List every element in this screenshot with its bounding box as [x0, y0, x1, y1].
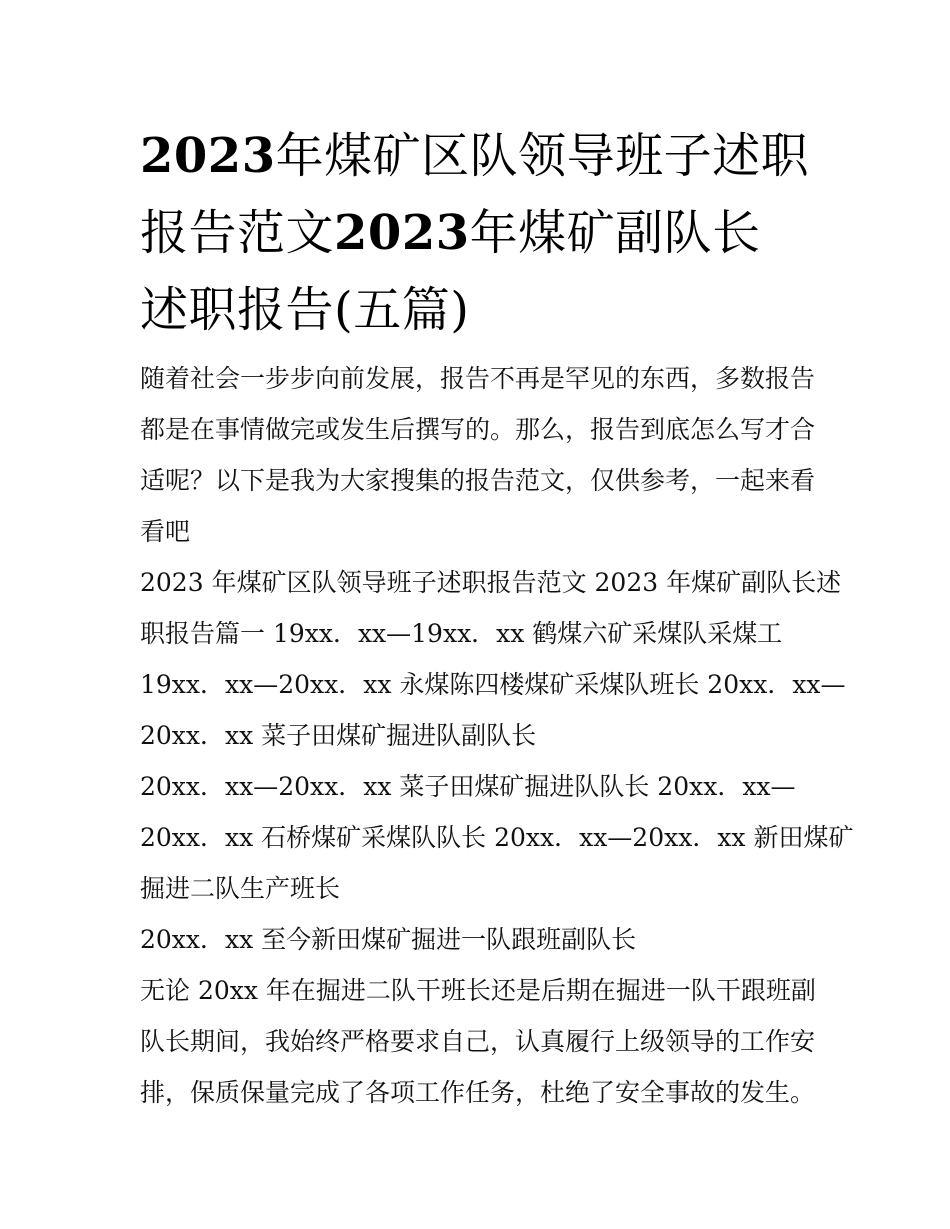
body-line: 队长期间，我始终严格要求自己，认真履行上级领导的工作安 [140, 1027, 816, 1056]
body-line: 职报告篇一 19xx．xx—19xx．xx 鹤煤六矿采煤队采煤工 [140, 619, 783, 648]
body-line: 19xx．xx—20xx．xx 永煤陈四楼煤矿采煤队班长 20xx．xx— [140, 670, 846, 699]
body-line: 适呢？以下是我为大家搜集的报告范文，仅供参考，一起来看 [140, 466, 816, 495]
title-text-3: 年煤矿副队长 [469, 205, 761, 261]
body-line: 20xx．xx 至今新田煤矿掘进一队跟班副队长 [140, 925, 637, 954]
body-line: 看吧 [140, 517, 191, 546]
title-year-2: 2023 [334, 205, 470, 261]
title-text-1: 年煤矿区队领导班子述职 [275, 128, 810, 184]
body-line: 20xx．xx—20xx．xx 菜子田煤矿掘进队队长 20xx．xx— [140, 772, 796, 801]
body-line: 掘进二队生产班长 [140, 874, 341, 903]
title-text-2: 报告范文 [140, 205, 335, 261]
body-line: 20xx．xx 菜子田煤矿掘进队副队长 [140, 721, 537, 750]
body-line: 20xx．xx 石桥煤矿采煤队队长 20xx．xx—20xx．xx 新田煤矿 [140, 823, 854, 852]
title-year-1: 2023 [140, 128, 276, 184]
document-body [140, 353, 854, 1118]
body-line: 2023 年煤矿区队领导班子述职报告范文 2023 年煤矿副队长述 [140, 568, 842, 597]
body-line: 都是在事情做完或发生后撰写的。那么，报告到底怎么写才合 [140, 415, 816, 444]
body-line: 无论 20xx 年在掘进二队干班长还是后期在掘进一队干跟班副 [140, 976, 816, 1005]
body-line: 排，保质保量完成了各项工作任务，杜绝了安全事故的发生。 [140, 1078, 816, 1107]
body-line: 随着社会一步步向前发展，报告不再是罕见的东西，多数报告 [140, 364, 816, 393]
document-title [140, 118, 820, 349]
title-text-4: 述职报告(五篇) [140, 282, 470, 338]
